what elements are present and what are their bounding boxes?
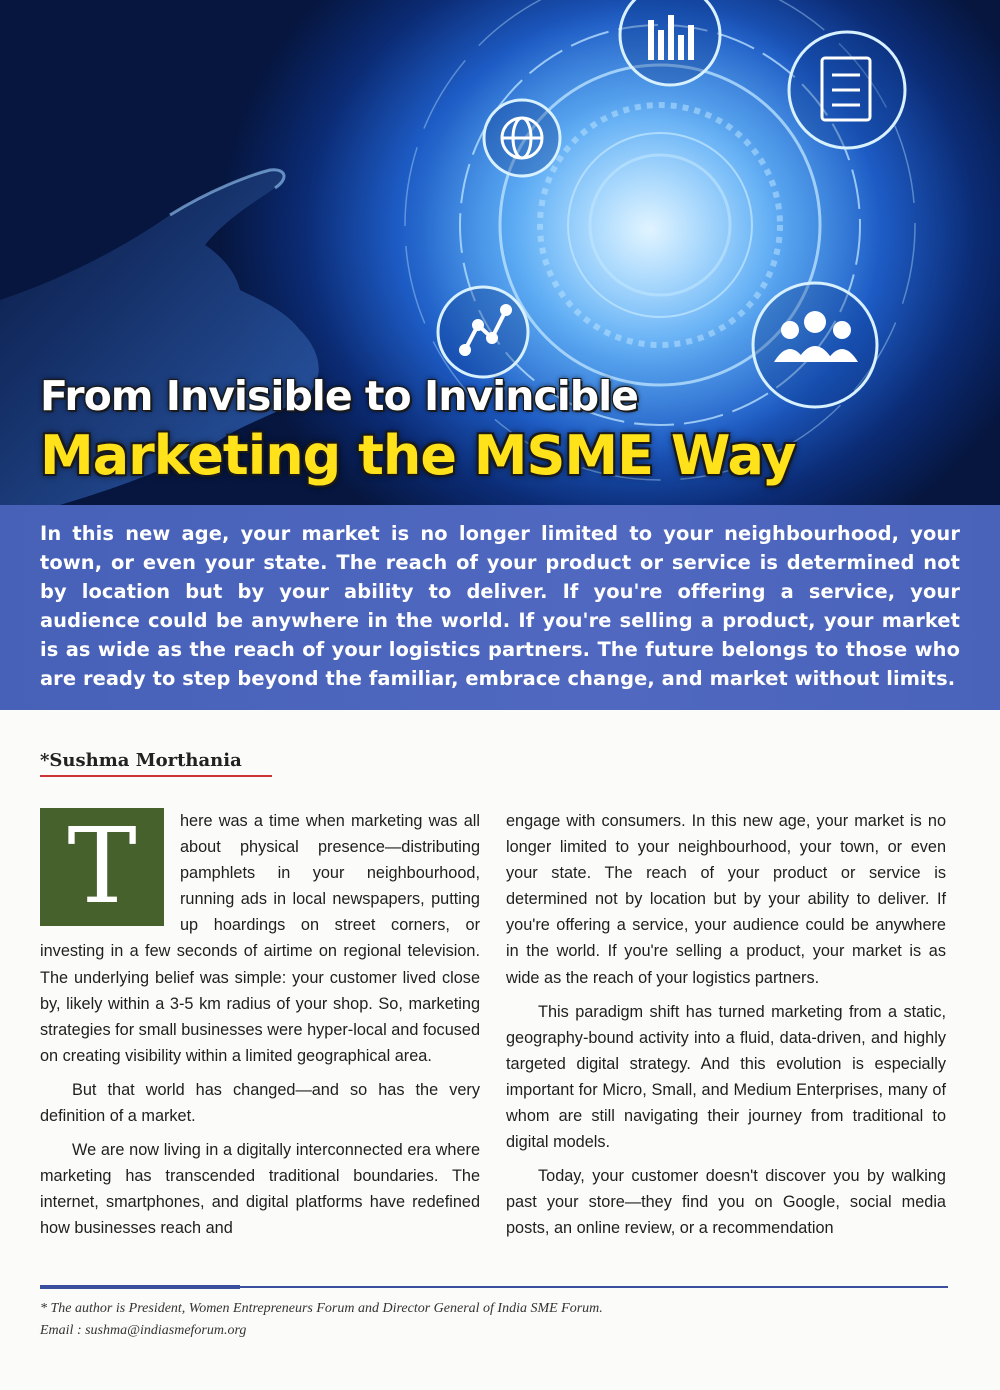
body-paragraph: We are now living in a digitally interconnected era where marketing has transcended traditional boundaries. The internet, smartphones, and digital platforms have redefined how businesses reach and <box>40 1141 480 1238</box>
headline-line-2: Marketing the MSME Way <box>40 424 796 487</box>
headline-line-1: From Invisible to Invincible <box>40 372 638 420</box>
hero-image <box>0 0 1000 505</box>
author-byline: *Sushma Morthania <box>40 750 242 771</box>
footer-divider-accent <box>40 1285 240 1289</box>
body-paragraph: here was a time when marketing was all about physical presence—distributing pamphlets in your neighbourhood, running ads in local newspapers, putting up hoardings on street corners, or investing in a few seconds of airtime on regional television. The underlying belief was simple: your customer lived close by, likely within a 3-5 km radius of your shop. So, marketing strategies for small businesses were hyper-local and focused on creating visibility within a limited geographical area. <box>40 812 480 1065</box>
intro-paragraph: In this new age, your market is no longer limited to your neighbourhood, your town, or even your state. The reach of your product or service is determined not by location but by your ability to deliver. If you're offering a service, your audience could be anywhere in the world. If you're selling a product, your market is as wide as the reach of your logistics partners. The future belongs to those who are ready to step beyond the familiar, embrace change, and market without limits. <box>40 522 960 690</box>
body-paragraph: This paradigm shift has turned marketing from a static, geography-bound activity into a fluid, data-driven, and highly targeted digital strategy. And this evolution is especially important for Micro, Small, and Medium Enterprises, many of whom are still navigating their journey from traditional to digital models. <box>506 1002 946 1152</box>
footnote-bio: * The author is President, Women Entrepreneurs Forum and Director General of India SME Forum. <box>40 1301 603 1316</box>
article-column-left <box>40 805 480 1250</box>
article-column-right <box>506 808 946 1250</box>
drop-cap <box>40 805 164 927</box>
footnote-email: Email : sushma@indiasmeforum.org <box>40 1323 247 1338</box>
body-paragraph: engage with consumers. In this new age, your market is no longer limited to your neighbourhood, your town, or even your state. The reach of your product or service is determined not by location but by your ability to deliver. If you're offering a service, your audience could be anywhere in the world. If you're selling a product, your market is as wide as the reach of your logistics partners. <box>506 812 946 987</box>
author-footnote <box>40 1298 603 1342</box>
body-paragraph: Today, your customer doesn't discover you by walking past your store—they find you on Google, social media posts, an online review, or a recommendation <box>506 1167 946 1238</box>
body-paragraph: But that world has changed—and so has the very definition of a market. <box>40 1080 480 1126</box>
intro-banner <box>0 505 1000 710</box>
drop-cap-letter: T <box>67 805 137 927</box>
author-underline <box>40 775 272 777</box>
